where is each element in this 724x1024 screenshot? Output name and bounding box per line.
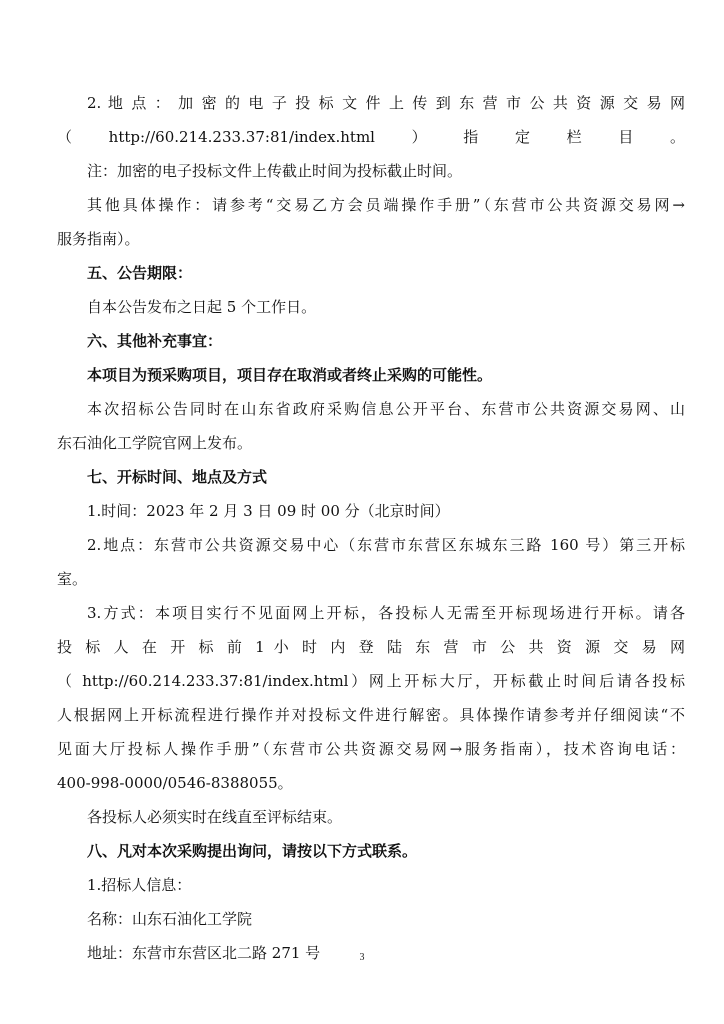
support-phone-line: 400-998-0000/0546-8388055。 — [57, 774, 293, 792]
publish-platforms-line: 本次招标公告同时在山东省政府采购信息公开平台、东营市公共资源交易网、山 — [87, 400, 685, 418]
opening-location-line: 2.地点：东营市公共资源交易中心（东营市东营区东城东三路 160 号）第三开标 — [87, 536, 685, 554]
url-line: （http://60.214.233.37:81/index.html）指定栏目。 — [57, 128, 685, 146]
publish-platforms-cont: 东石油化工学院官网上发布。 — [57, 434, 253, 452]
other-operations-line: 其他具体操作：请参考“交易乙方会员端操作手册”（东营市公共资源交易网→ — [87, 196, 685, 214]
note-line: 注：加密的电子投标文件上传截止时间为投标截止时间。 — [87, 162, 463, 180]
tenderer-address-line: 地址：东营市东营区北二路 271 号 — [87, 944, 321, 962]
tenderer-name-line: 名称：山东石油化工学院 — [87, 910, 253, 928]
location-line: 2. 地 点 ： 加 密 的 电 子 投 标 文 件 上 传 到 东 营 市 公 共 资 源 交 易 网 — [87, 94, 685, 112]
section-heading-7: 七、开标时间、地点及方式 — [87, 468, 268, 486]
tenderer-info-heading: 1.招标人信息： — [87, 876, 192, 894]
notice-period-line: 自本公告发布之日起 5 个工作日。 — [87, 298, 317, 316]
opening-method-cont-3: 人根据网上开标流程进行操作并对投标文件进行解密。具体操作请参考并仔细阅读“不 — [57, 706, 685, 724]
section-heading-8: 八、凡对本次采购提出询问，请按以下方式联系。 — [87, 842, 418, 860]
online-requirement-line: 各投标人必须实时在线直至评标结束。 — [87, 808, 343, 826]
opening-time-line: 1.时间：2023 年 2 月 3 日 09 时 00 分（北京时间） — [87, 502, 450, 520]
opening-location-cont: 室。 — [57, 570, 88, 588]
section-heading-5: 五、公告期限： — [87, 264, 193, 282]
opening-method-cont-1: 投 标 人 在 开 标 前 1 小 时 内 登 陆 东 营 市 公 共 资 源 交 易 网 — [57, 638, 685, 656]
other-operations-cont: 服务指南）。 — [57, 230, 140, 248]
opening-method-cont-2: （ http://60.214.233.37:81/index.html）网上开标大厅，开标截止时间后请各投标 — [57, 672, 685, 690]
section-heading-6: 六、其他补充事宜： — [87, 332, 223, 350]
pre-purchase-notice: 本项目为预采购项目，项目存在取消或者终止采购的可能性。 — [87, 366, 493, 384]
opening-method-line: 3.方式：本项目实行不见面网上开标，各投标人无需至开标现场进行开标。请各 — [87, 604, 685, 622]
page-number: 3 — [359, 952, 365, 963]
document-page — [57, 86, 685, 970]
opening-method-cont-4: 见面大厅投标人操作手册”（东营市公共资源交易网→服务指南），技术咨询电话： — [57, 740, 685, 758]
